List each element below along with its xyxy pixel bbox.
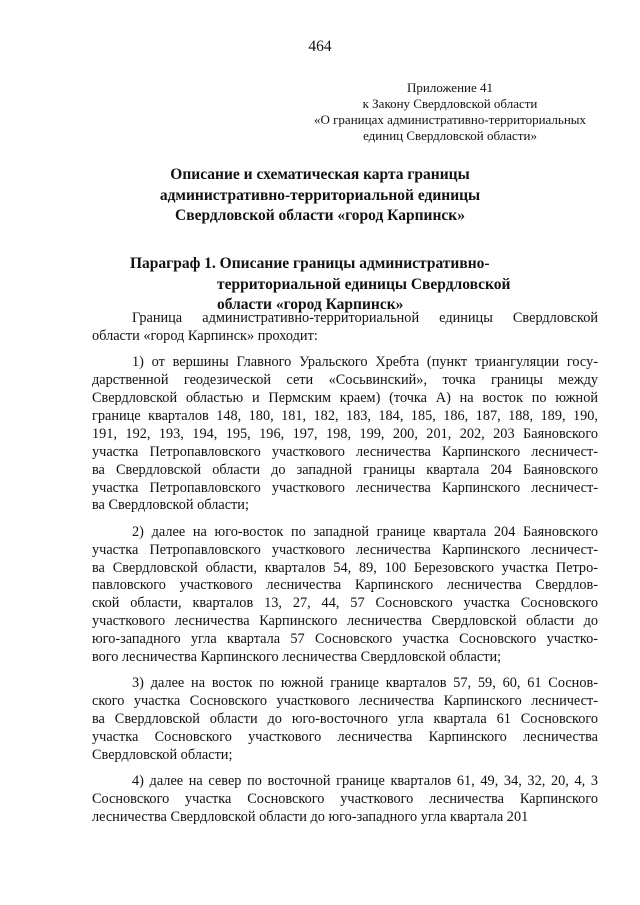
title-line: Свердловской области «город Карпинск» (175, 207, 465, 224)
heading-line: области «город Карпинск» (217, 296, 404, 313)
body-paragraph (92, 310, 598, 346)
paragraph-heading (130, 254, 550, 316)
paragraph-line: Свердловской области; (92, 746, 233, 763)
appendix-reference (300, 80, 600, 144)
document-title (120, 165, 520, 227)
paragraph-line: 191, 192, 193, 194, 195, 196, 197, 198, 199, 200, 201, 202, 203 Баяновского (92, 425, 598, 442)
paragraph-line: 3) далее на восток по южной границе кварталов 57, 59, 60, 61 Соснов- (132, 675, 598, 692)
paragraph-line: участка Петропавловского участкового лесничества Карпинского лесничест- (92, 479, 598, 496)
appendix-line: единиц Свердловской области» (363, 128, 537, 143)
appendix-line: Приложение 41 (406, 80, 494, 95)
paragraph-line: ва Свердловской области, кварталов 54, 89, 100 Березовского участка Петро- (92, 559, 598, 576)
paragraph-line: Свердловской областью и Пермским краем) (точка А) на восток по южной (92, 390, 598, 407)
appendix-line: «О границах административно-территориальных (313, 112, 587, 127)
paragraph-line: ской области, кварталов 13, 27, 44, 57 Сосновского участка Сосновского (92, 595, 598, 612)
body-paragraph (92, 524, 598, 667)
paragraph-line: ва Свердловской области до западной границы квартала 204 Баяновского (92, 461, 598, 478)
paragraph-line: участка Сосновского участкового лесничества Карпинского лесничества (92, 729, 598, 746)
body-paragraph (92, 773, 598, 827)
heading-line: Параграф 1. Описание границы административно- (130, 255, 490, 272)
paragraph-line: лесничества Свердловской области до юго-западного угла квартала 201 (92, 809, 529, 826)
paragraph-line: ва Свердловской области до юго-восточного угла квартала 61 Сосновского (92, 711, 598, 728)
paragraph-line: вого лесничества Карпинского лесничества Свердловской области; (92, 649, 502, 666)
appendix-line: к Закону Свердловской области (362, 96, 538, 111)
paragraph-line: 4) далее на север по восточной границе кварталов 61, 49, 34, 32, 20, 4, 3 (132, 773, 598, 790)
paragraph-line: участка Петропавловского участкового лесничества Карпинского лесничест- (92, 443, 598, 460)
page-number: 464 (308, 38, 332, 55)
paragraph-line: Сосновского участка Сосновского участкового лесничества Карпинского (92, 791, 598, 808)
heading-line: территориальной единицы Свердловской (217, 275, 511, 293)
body-paragraph (92, 354, 598, 515)
paragraph-line: участкового лесничества Карпинского лесничества Свердловской области до (92, 613, 598, 630)
paragraph-line: дарственной геодезической сети «Сосьвинский», точка границы между (92, 372, 598, 389)
title-line: Описание и схематическая карта границы (170, 166, 470, 183)
paragraph-line: ва Свердловской области; (92, 497, 249, 514)
body-text (92, 310, 598, 836)
paragraph-line: ского участка Сосновского участкового лесничества Карпинского лесничест- (92, 693, 598, 710)
paragraph-line: Граница административно-территориальной единицы Свердловской (132, 310, 598, 326)
title-line: административно-территориальной единицы (159, 186, 481, 204)
paragraph-line: границе кварталов 148, 180, 181, 182, 183, 184, 185, 186, 187, 188, 189, 190, (92, 407, 598, 424)
paragraph-line: 1) от вершины Главного Уральского Хребта (пункт триангуляции госу- (132, 354, 598, 371)
paragraph-line: павловского участкового лесничества Карпинского лесничества Свердлов- (92, 577, 598, 594)
body-paragraph (92, 675, 598, 764)
paragraph-line: области «город Карпинск» проходит: (92, 327, 318, 344)
paragraph-line: юго-западного угла квартала 57 Сосновского участка Сосновского участко- (92, 631, 598, 648)
paragraph-line: 2) далее на юго-восток по западной границе квартала 204 Баяновского (132, 523, 598, 540)
paragraph-line: участка Петропавловского участкового лесничества Карпинского лесничест- (92, 541, 598, 558)
